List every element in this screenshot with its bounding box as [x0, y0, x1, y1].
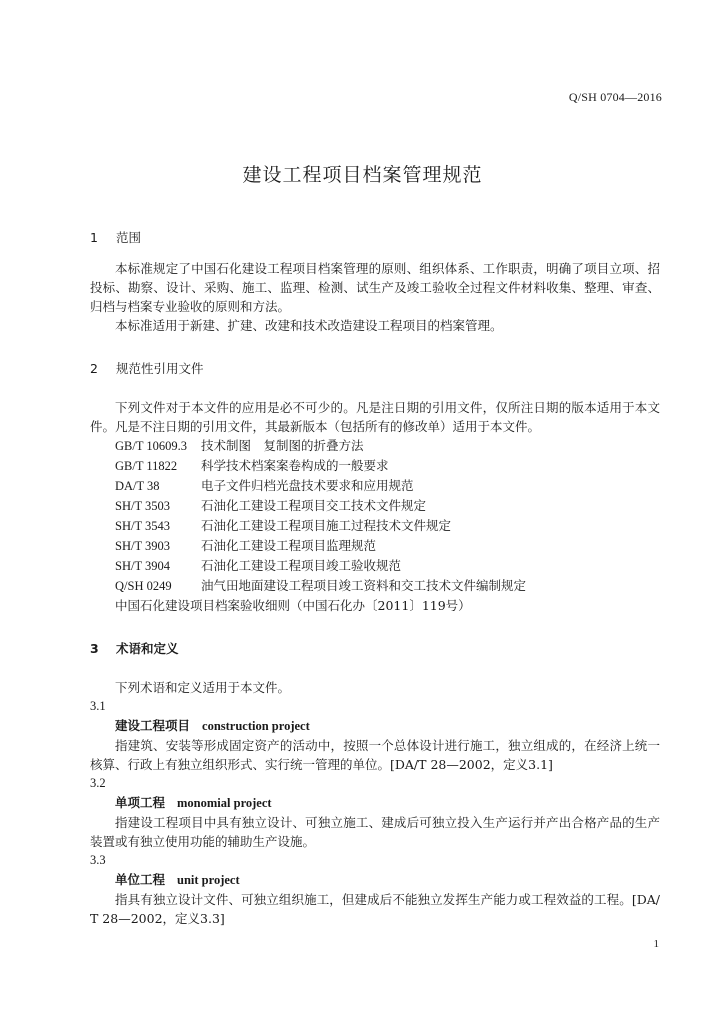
- clause-number: 3.2: [90, 776, 106, 790]
- clause-number: 3.3: [90, 853, 106, 867]
- section-2-intro: 下列文件对于本文件的应用是必不可少的。凡是注日期的引用文件，仅所注日期的版本适用于本文件。凡是不注日期的引用文件，其最新版本（包括所有的修改单）适用于本文件。: [90, 400, 660, 434]
- reference-item: [115, 556, 660, 576]
- reference-list: [90, 436, 660, 596]
- reference-code: GB/T 11822: [115, 459, 178, 473]
- reference-code: SH/T 3903: [115, 539, 170, 553]
- reference-title: 技术制图 复制图的折叠方法: [201, 438, 364, 453]
- reference-title: 石油化工建设工程项目施工过程技术文件规定: [201, 518, 452, 533]
- section-3-heading: [90, 639, 660, 658]
- reference-title: 电子文件归档光盘技术要求和应用规范: [201, 478, 414, 493]
- term-heading: [90, 793, 660, 813]
- section-1-paragraph-2: 本标准适用于新建、扩建、改建和技术改造建设工程项目的档案管理。: [115, 318, 503, 333]
- term-definition: 指建设工程项目中具有独立设计、可独立施工、建成后可独立投入生产运行并产出合格产品的生产装置或有独立使用功能的辅助生产设施。: [90, 815, 660, 849]
- clause-number: 3.1: [90, 699, 106, 713]
- section-number: 1: [90, 230, 98, 245]
- reference-item: [115, 476, 660, 496]
- section-title: 术语和定义: [116, 641, 179, 656]
- reference-item: [115, 576, 660, 596]
- reference-item: [115, 516, 660, 536]
- section-title: 范围: [116, 230, 142, 245]
- term-english: unit project: [177, 873, 240, 887]
- term-english: monomial project: [177, 796, 272, 810]
- reference-code: DA/T 38: [115, 479, 160, 493]
- term-chinese: 单项工程: [115, 795, 166, 810]
- standard-number: Q/SH 0704—2016: [568, 90, 662, 104]
- section-1-paragraph-1: 本标准规定了中国石化建设工程项目档案管理的原则、组织体系、工作职责，明确了项目立项、招投标、勘察、设计、采购、施工、监理、检测、试生产及竣工验收全过程文件材料收集、整理、审查、归档与档案专业验收的原则和方法。: [90, 261, 660, 314]
- term-definition: 指建筑、安装等形成固定资产的活动中，按照一个总体设计进行施工，独立组成的，在经济上统一核算、行政上有独立组织形式、实行统一管理的单位。[DA/T 28—2002，定义3.1]: [90, 738, 660, 772]
- document-title: 建设工程项目档案管理规范: [242, 164, 483, 186]
- term-heading: [90, 870, 660, 890]
- section-3-intro: 下列术语和定义适用于本文件。: [115, 680, 291, 695]
- reference-item: [115, 436, 660, 456]
- reference-title: 石油化工建设工程项目竣工验收规范: [201, 558, 402, 573]
- term-chinese: 单位工程: [115, 872, 166, 887]
- term-english: construction project: [202, 719, 310, 733]
- term-chinese: 建设工程项目: [115, 718, 191, 733]
- reference-code: SH/T 3904: [115, 559, 170, 573]
- reference-title: 石油化工建设工程项目监理规范: [201, 538, 377, 553]
- reference-code: SH/T 3503: [115, 499, 170, 513]
- reference-code: GB/T 10609.3: [115, 439, 187, 453]
- section-title: 规范性引用文件: [116, 361, 204, 376]
- section-number: 2: [90, 361, 98, 376]
- page-number: 1: [653, 938, 659, 950]
- section-1-heading: [90, 228, 660, 247]
- document-body: [90, 228, 660, 928]
- reference-title: 油气田地面建设工程项目竣工资料和交工技术文件编制规定: [201, 578, 527, 593]
- reference-code: Q/SH 0249: [115, 579, 172, 593]
- reference-code: SH/T 3543: [115, 519, 170, 533]
- reference-title: 科学技术档案案卷构成的一般要求: [201, 458, 389, 473]
- term-heading: [90, 716, 660, 736]
- reference-item: [115, 456, 660, 476]
- section-number: 3: [90, 641, 99, 656]
- extra-reference: 中国石化建设项目档案验收细则（中国石化办〔2011〕119号）: [115, 598, 471, 613]
- section-2-heading: [90, 359, 660, 378]
- reference-item: [115, 536, 660, 556]
- reference-item: [115, 496, 660, 516]
- term-definition: 指具有独立设计文件、可独立组织施工，但建成后不能独立发挥生产能力或工程效益的工程。[DA/T 28—2002，定义3.3]: [90, 892, 660, 926]
- reference-title: 石油化工建设工程项目交工技术文件规定: [201, 498, 427, 513]
